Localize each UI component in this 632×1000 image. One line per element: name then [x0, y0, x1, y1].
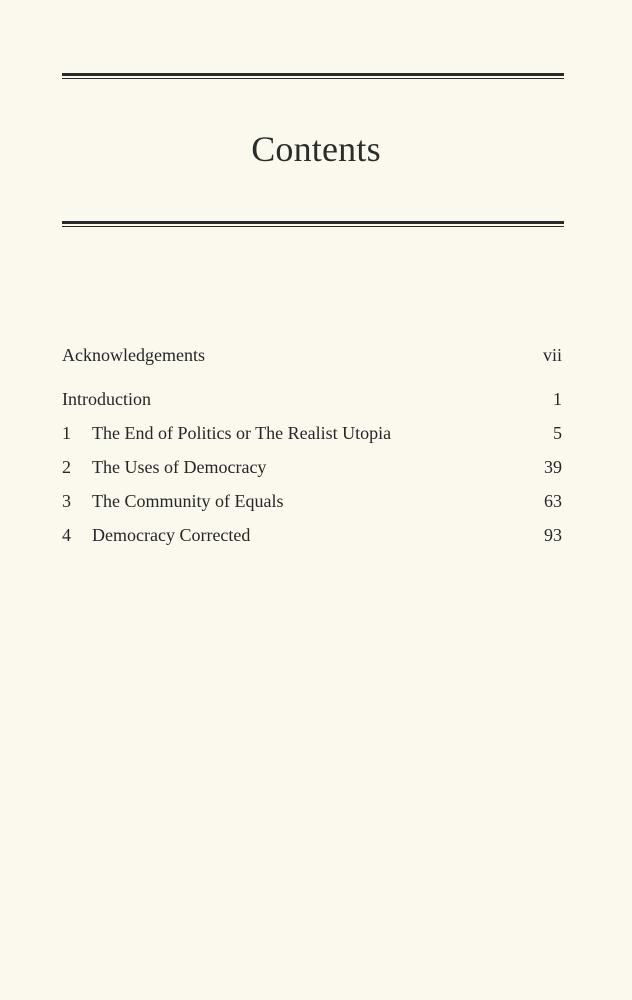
toc-entry-label: The Community of Equals [92, 491, 284, 511]
toc-entry-number: 3 [62, 491, 71, 511]
toc-entry-chapter-2 [62, 450, 562, 484]
toc-entry-number: 2 [62, 457, 71, 477]
toc-entry-chapter-4 [62, 518, 562, 552]
toc-entry-number: 1 [62, 423, 71, 443]
toc-entry-page: 39 [544, 457, 562, 477]
toc-entry-label: Introduction [62, 389, 151, 409]
page-title: Contents [251, 129, 381, 169]
toc-entry-label: The End of Politics or The Realist Utopia [92, 423, 392, 443]
toc-entry-chapter-3 [62, 484, 562, 518]
toc-entry-page: 1 [553, 389, 562, 409]
toc-entry-number: 4 [62, 525, 71, 545]
toc-entry-page: 93 [544, 525, 562, 545]
table-of-contents [62, 338, 562, 552]
toc-entry-introduction [62, 382, 562, 416]
top-double-rule [62, 73, 564, 79]
toc-entry-page: 63 [544, 491, 562, 511]
toc-entry-label: Acknowledgements [62, 345, 205, 365]
toc-entry-label: Democracy Corrected [92, 525, 251, 545]
toc-entry-chapter-1 [62, 416, 562, 450]
bottom-double-rule [62, 221, 564, 227]
toc-entry-page: 5 [553, 423, 562, 443]
toc-entry-acknowledgements [62, 338, 562, 372]
toc-entry-label: The Uses of Democracy [92, 457, 267, 477]
toc-entry-page: vii [542, 345, 562, 365]
